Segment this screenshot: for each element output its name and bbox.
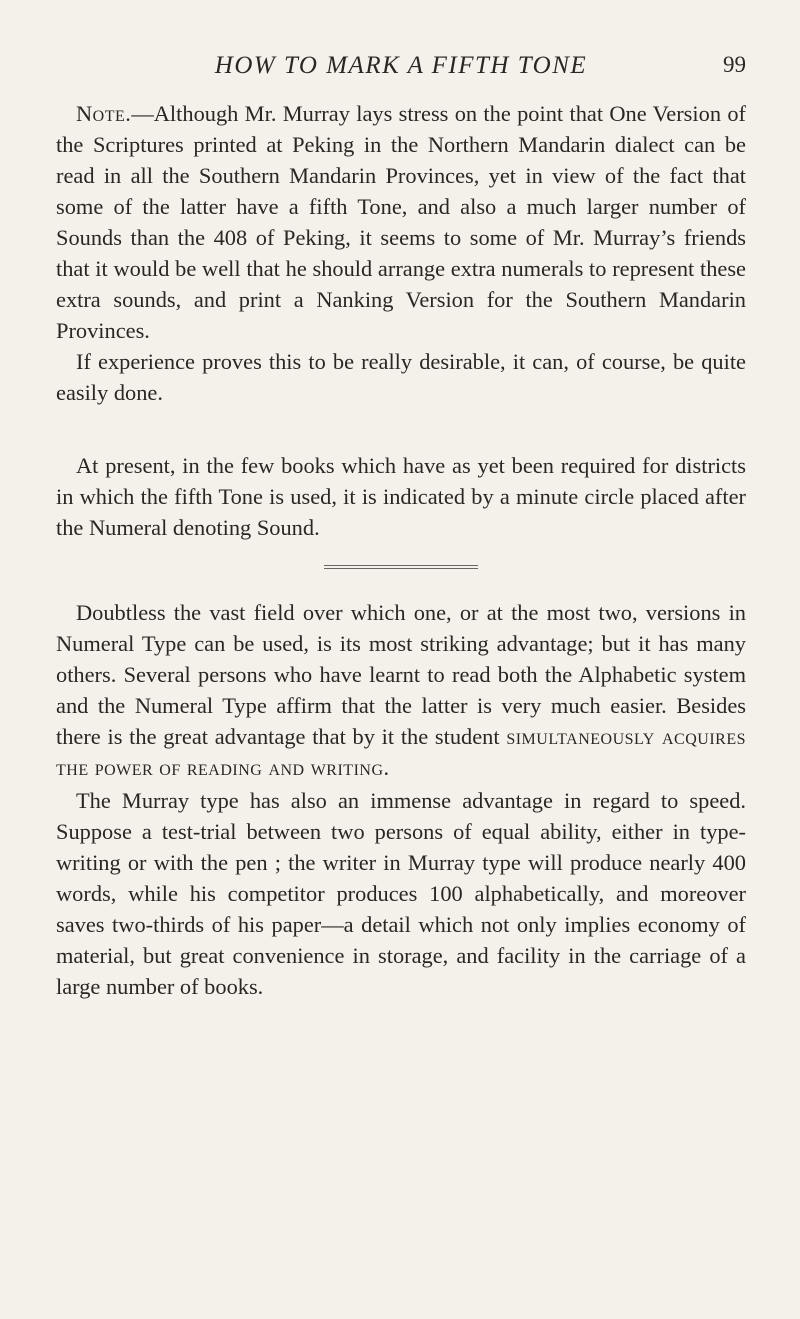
note-followup-paragraph: If experience proves this to be really desirable, it can, of course, be quite easily done. bbox=[56, 349, 746, 405]
present-paragraph: At present, in the few books which have as yet been required for districts in which the fifth Tone is used, it is indicated by a minute circle placed after the Numeral denoting Sound. bbox=[56, 453, 746, 540]
advantages-paragraph bbox=[56, 597, 746, 783]
running-title: HOW TO MARK A FIFTH TONE bbox=[214, 52, 588, 79]
speed-paragraph: The Murray type has also an immense advantage in regard to speed. Suppose a test-trial between two persons of equal ability, either in type-writing or with the pen ; the writer in Murray type will produce nearly 400 words, while his competitor produces 100 alphabetically, and moreover saves two-thirds of his paper—a detail which not only implies economy of material, but great convenience in storage, and facility in the carriage of a large number of books. bbox=[56, 788, 746, 999]
note-label: Note. bbox=[76, 101, 132, 126]
advantages-caps-text: simultaneously acquires the power of reading and writing. bbox=[56, 724, 746, 780]
advantages-section bbox=[56, 597, 746, 1002]
page-number: 99 bbox=[723, 52, 746, 77]
note-text: —Although Mr. Murray lays stress on the point that One Version of the Scriptures printed at Peking in the Northern Mandarin dialect can be read in all the Southern Mandarin Provinces, yet in view of the fact that some of the latter have a fifth Tone, and also a much larger number of Sounds than the 408 of Peking, it seems to some of Mr. Murray’s friends that it would be well that he should arrange extra numerals to represent these extra sounds, and print a Nanking Version for the Southern Mandarin Provinces. bbox=[56, 101, 746, 343]
book-page bbox=[56, 44, 746, 1002]
present-section bbox=[56, 450, 746, 543]
note-paragraph bbox=[56, 98, 746, 346]
note-section bbox=[56, 98, 746, 408]
advantages-text: Doubtless the vast field over which one, or at the most two, versions in Numeral Type can be used, is its most striking advantage; but it has many others. Several persons who have learnt to read both the Alphabetic system and the Numeral Type affirm that the latter is very much easier. Besides there is the great advantage that by it the student bbox=[56, 600, 746, 749]
running-head bbox=[56, 44, 746, 94]
section-divider bbox=[324, 565, 478, 569]
